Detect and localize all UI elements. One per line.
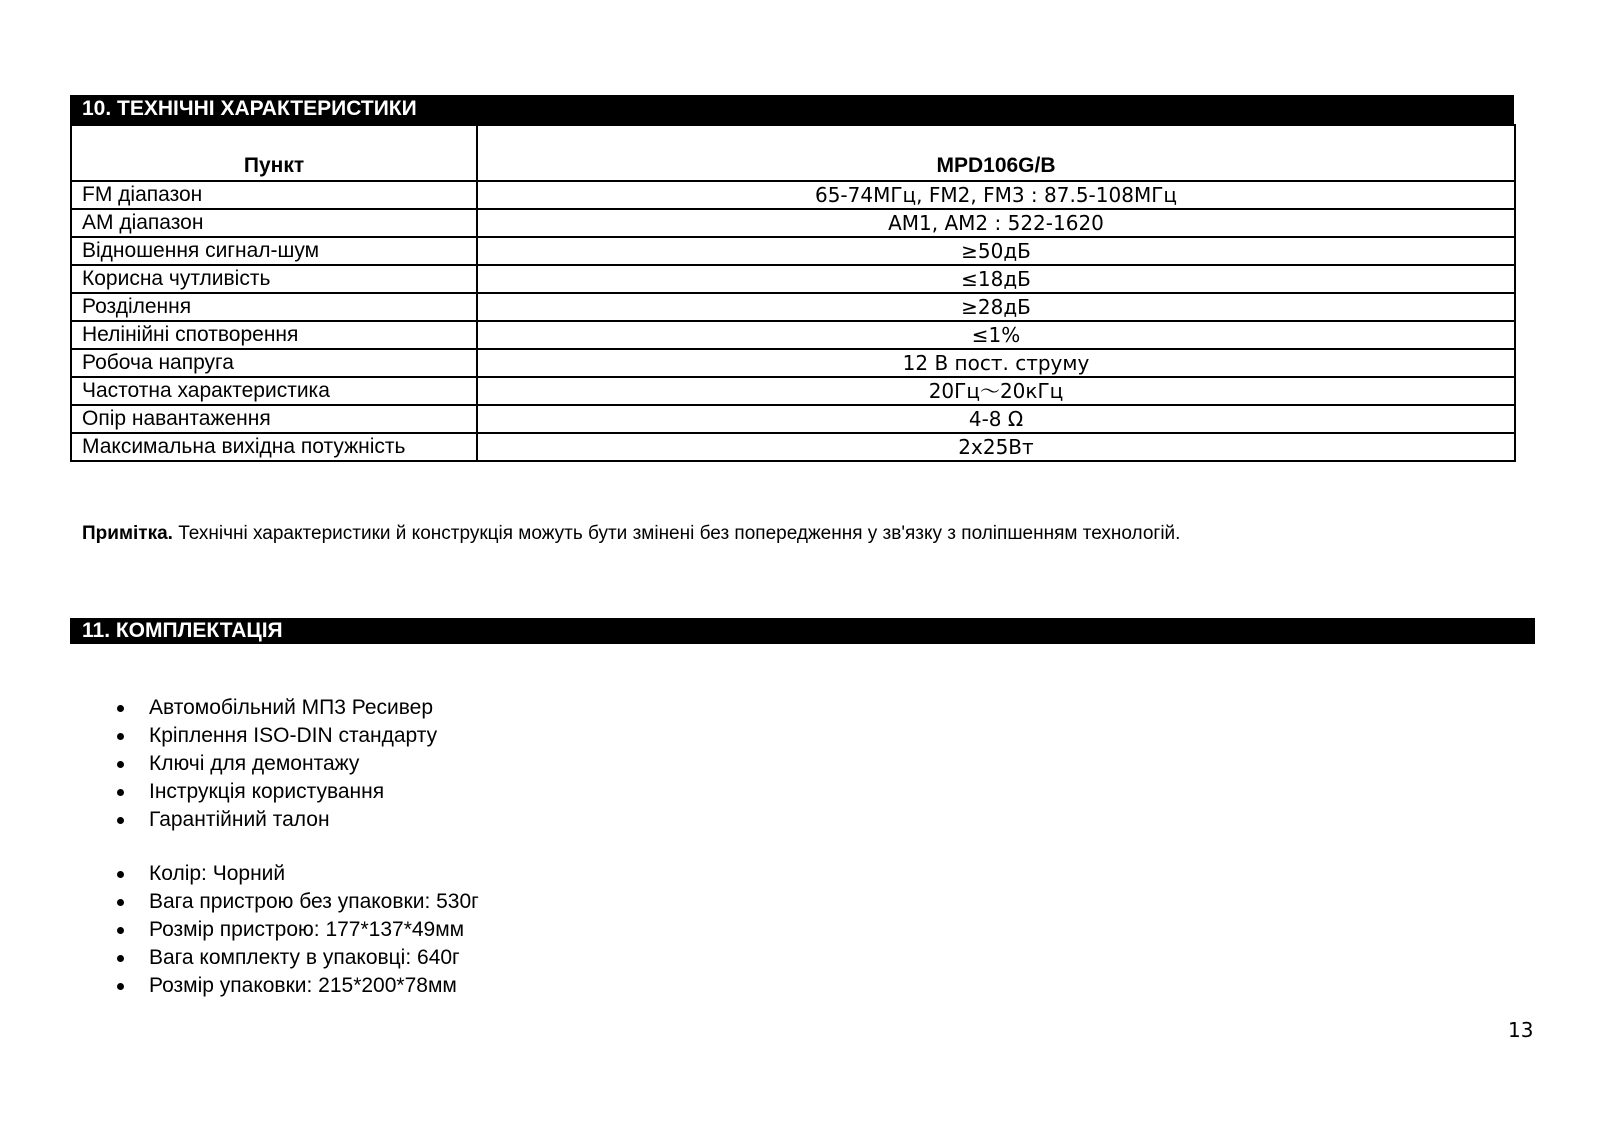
table-row	[71, 293, 1515, 321]
note-text: Технічні характеристики й конструкція можуть бути змінені без попередження у зв'язку з поліпшенням технологій.	[172, 523, 1181, 544]
spec-item: Нелінійні спотворення	[71, 321, 477, 349]
list-item-text: Ключі для демонтажу	[149, 752, 360, 775]
bullet-icon	[117, 871, 124, 878]
page-number: 13	[1508, 1018, 1534, 1042]
list-item-text: Вага пристрою без упаковки: 530г	[149, 890, 479, 913]
bullet-icon	[117, 733, 124, 740]
list-item-text: Кріплення ISO-DIN стандарту	[149, 724, 438, 747]
spec-value: 65-74МГц, FM2, FM3 : 87.5-108МГц	[477, 181, 1515, 209]
list-item	[112, 888, 479, 916]
specs-header-model: MPD106G/B	[477, 125, 1515, 181]
list-item	[112, 916, 479, 944]
spec-value: ≥50дБ	[477, 237, 1515, 265]
package-contents-list	[112, 694, 437, 834]
list-item-text: Інструкція користування	[149, 780, 385, 803]
section-10-title: 10. ТЕХНІЧНІ ХАРАКТЕРИСТИКИ	[70, 95, 1514, 124]
bullet-icon	[117, 761, 124, 768]
list-item-text: Колір: Чорний	[149, 862, 286, 885]
specs-table	[70, 124, 1516, 462]
spec-item: Опір навантаження	[71, 405, 477, 433]
device-details-list	[112, 860, 479, 1000]
spec-item: AM діапазон	[71, 209, 477, 237]
list-item-text: Розмір пристрою: 177*137*49мм	[149, 918, 465, 941]
table-row	[71, 349, 1515, 377]
list-item	[112, 860, 479, 888]
spec-item: Розділення	[71, 293, 477, 321]
bullet-icon	[117, 705, 124, 712]
table-row	[71, 321, 1515, 349]
bullet-icon	[117, 789, 124, 796]
spec-item: Максимальна вихідна потужність	[71, 433, 477, 461]
bullet-icon	[117, 927, 124, 934]
bullet-icon	[117, 955, 124, 962]
list-item	[112, 750, 437, 778]
table-row	[71, 405, 1515, 433]
list-item-text: Розмір упаковки: 215*200*78мм	[149, 974, 457, 997]
list-item	[112, 806, 437, 834]
table-row	[71, 237, 1515, 265]
spec-item: Відношення сигнал-шум	[71, 237, 477, 265]
list-item	[112, 944, 479, 972]
list-item-text: Вага комплекту в упаковці: 640г	[149, 946, 460, 969]
list-item	[112, 694, 437, 722]
specs-header-item: Пункт	[71, 125, 477, 181]
table-row	[71, 377, 1515, 405]
note-paragraph	[82, 523, 1180, 545]
note-label: Примітка.	[82, 523, 173, 544]
bullet-icon	[117, 817, 124, 824]
bullet-icon	[117, 899, 124, 906]
list-item	[112, 778, 437, 806]
table-row	[71, 265, 1515, 293]
spec-item: Робоча напруга	[71, 349, 477, 377]
spec-value: 4-8 Ω	[477, 405, 1515, 433]
bullet-icon	[117, 983, 124, 990]
spec-value: ≥28дБ	[477, 293, 1515, 321]
spec-item: FM діапазон	[71, 181, 477, 209]
table-row	[71, 433, 1515, 461]
table-row	[71, 181, 1515, 209]
spec-value: 12 В пост. струму	[477, 349, 1515, 377]
list-item	[112, 722, 437, 750]
list-item-text: Автомобільний МП3 Ресивер	[149, 696, 434, 719]
list-item-text: Гарантійний талон	[149, 808, 330, 831]
spec-value: ≤18дБ	[477, 265, 1515, 293]
spec-item: Корисна чутливість	[71, 265, 477, 293]
list-item	[112, 972, 479, 1000]
spec-value: 20Гц～20кГц	[477, 377, 1515, 405]
section-11-title: 11. КОМПЛЕКТАЦІЯ	[70, 618, 1535, 644]
spec-item: Частотна характеристика	[71, 377, 477, 405]
specs-table-header-row	[71, 125, 1515, 181]
spec-value: ≤1%	[477, 321, 1515, 349]
spec-value: 2х25Вт	[477, 433, 1515, 461]
table-row	[71, 209, 1515, 237]
spec-value: AM1, AM2 : 522-1620	[477, 209, 1515, 237]
